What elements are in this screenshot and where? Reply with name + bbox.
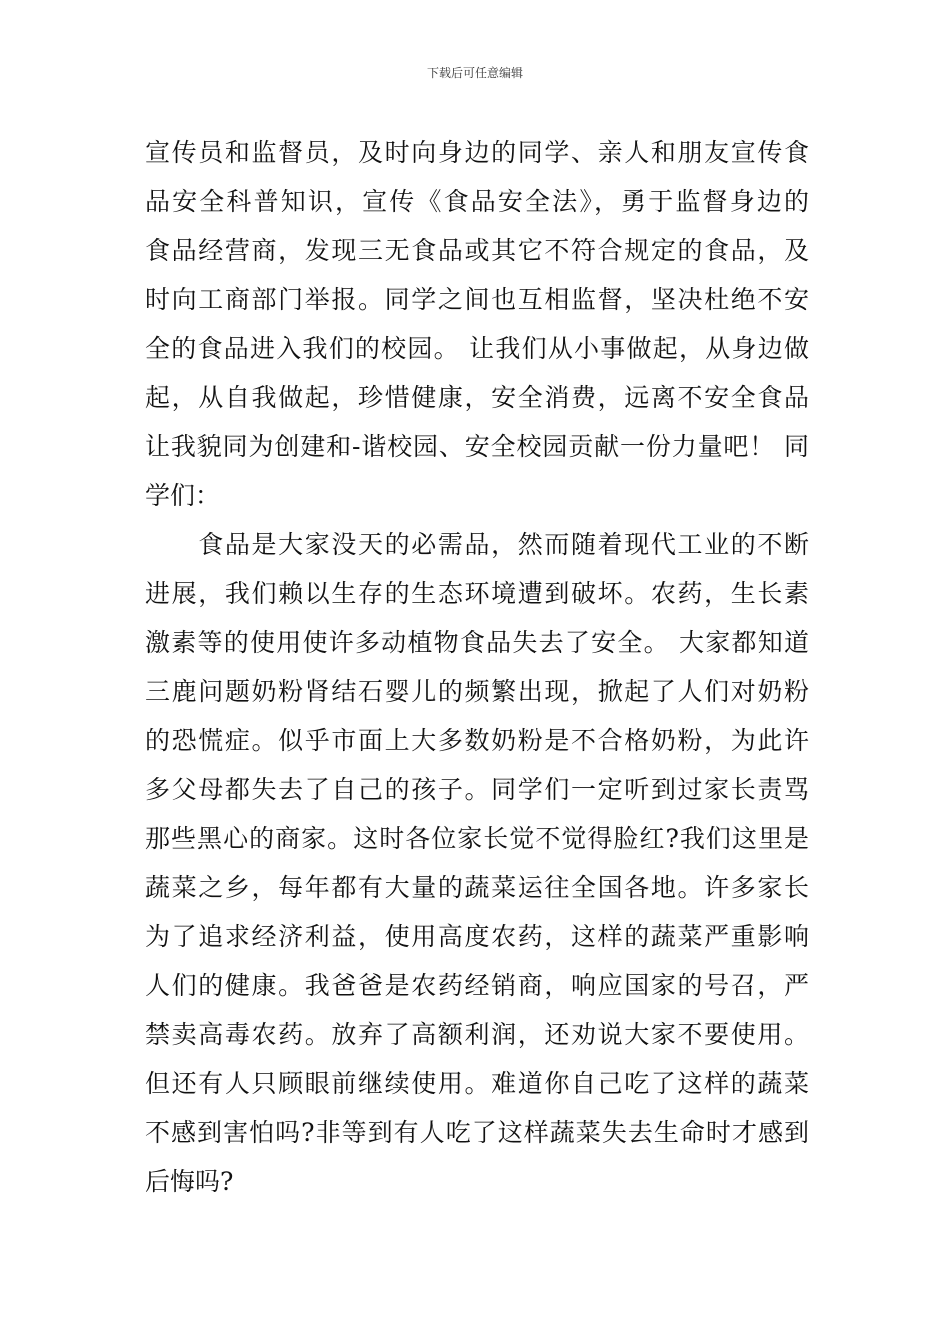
text-line: 品安全科普知识，宣传《食品安全法》，勇于监督身边的	[145, 187, 809, 216]
text-line: 蔬菜之乡，每年都有大量的蔬菜运往全国各地。许多家长	[145, 873, 809, 902]
text-line: 食品经营商，发现三无食品或其它不符合规定的食品，及	[145, 236, 809, 265]
text-line: 不感到害怕吗?非等到有人吃了这样蔬菜失去生命时才感到	[145, 1118, 809, 1147]
text-line: 但还有人只顾眼前继续使用。难道你自己吃了这样的蔬菜	[145, 1069, 809, 1098]
text-line: 让我貌同为创建和-谐校园、安全校园贡献一份力量吧！ 同	[145, 432, 809, 461]
text-line: 宣传员和监督员，及时向身边的同学、亲人和朋友宣传食	[145, 138, 809, 167]
text-line: 进展，我们赖以生存的生态环境遭到破坏。农药，生长素	[145, 579, 809, 608]
text-line: 学们：	[145, 481, 221, 510]
text-line: 禁卖高毒农药。放弃了高额利润，还劝说大家不要使用。	[145, 1020, 809, 1049]
text-line: 多父母都失去了自己的孩子。同学们一定听到过家长责骂	[145, 775, 809, 804]
text-line: 人们的健康。我爸爸是农药经销商，响应国家的号召，严	[145, 971, 809, 1000]
text-line: 全的食品进入我们的校园。 让我们从小事做起，从身边做	[145, 334, 809, 363]
text-line: 起，从自我做起，珍惜健康，安全消费，远离不安全食品	[145, 383, 809, 412]
text-line: 那些黑心的商家。这时各位家长觉不觉得脸红?我们这里是	[145, 824, 809, 853]
text-line: 三鹿问题奶粉肾结石婴儿的频繁出现，掀起了人们对奶粉	[145, 677, 809, 706]
text-line: 时向工商部门举报。同学之间也互相监督，坚决杜绝不安	[145, 285, 809, 314]
text-line: 后悔吗?	[145, 1167, 234, 1196]
body-text	[145, 128, 809, 1206]
page-header: 下载后可任意编辑	[426, 66, 523, 80]
text-line: 的恐慌症。似乎市面上大多数奶粉是不合格奶粉，为此许	[145, 726, 809, 755]
text-line: 激素等的使用使许多动植物食品失去了安全。 大家都知道	[145, 628, 809, 657]
text-line: 食品是大家没天的必需品，然而随着现代工业的不断	[145, 530, 809, 559]
text-line: 为了追求经济利益，使用高度农药，这样的蔬菜严重影响	[145, 922, 809, 951]
